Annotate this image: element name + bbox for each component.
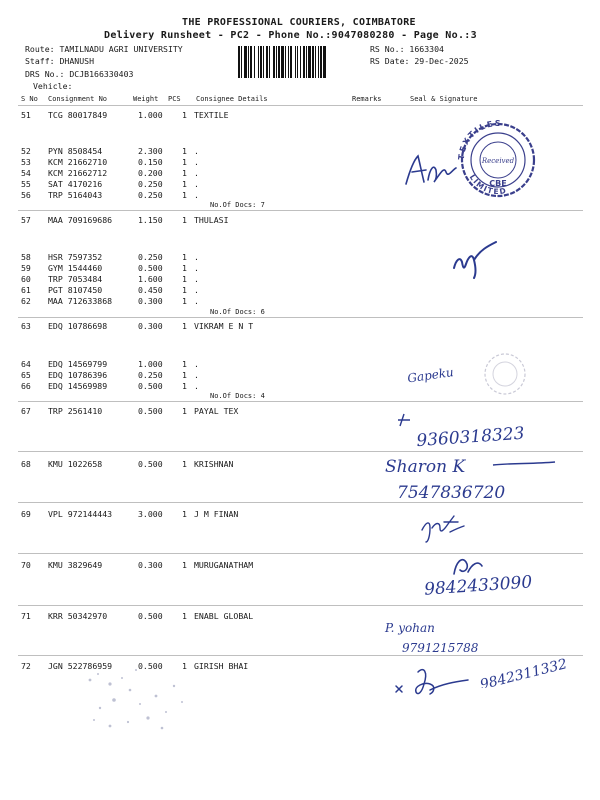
table-row — [0, 662, 600, 672]
weight: 0.150 — [138, 157, 163, 167]
sno: 64 — [21, 359, 31, 369]
consignee: . — [194, 252, 199, 262]
consignment-no: KCM 21662710 — [48, 157, 108, 167]
runsheet-title: Delivery Runsheet - PC2 - Phone No.:9047080280 - Page No.:3 — [104, 30, 477, 41]
seal-code: CBE — [489, 179, 507, 188]
pcs: 1 — [182, 406, 187, 416]
sno: 56 — [21, 190, 31, 200]
consignee: THULASI — [194, 215, 229, 225]
sno: 58 — [21, 252, 31, 262]
weight: 0.500 — [138, 381, 163, 391]
sno: 61 — [21, 285, 31, 295]
pcs: 1 — [182, 110, 187, 120]
weight: 0.500 — [138, 611, 163, 621]
consignee: . — [194, 296, 199, 306]
consignee: . — [194, 285, 199, 295]
sno: 57 — [21, 215, 31, 225]
consignment-no: KMU 1022658 — [48, 459, 103, 469]
consignment-no: MAA 712633868 — [48, 296, 113, 306]
consignee: VIKRAM E N T — [194, 321, 254, 331]
weight: 0.250 — [138, 190, 163, 200]
sno: 71 — [21, 611, 31, 621]
col-remarks: Remarks — [352, 95, 382, 103]
pcs: 1 — [182, 190, 187, 200]
table-row — [0, 382, 600, 392]
consignment-no: TRP 7053484 — [48, 274, 103, 284]
sno: 53 — [21, 157, 31, 167]
pcs: 1 — [182, 296, 187, 306]
pcs: 1 — [182, 560, 187, 570]
consignee: MURUGANATHAM — [194, 560, 254, 570]
seal-text-bottom: LIMITED — [467, 172, 508, 197]
weight: 1.600 — [138, 274, 163, 284]
sno: 51 — [21, 110, 31, 120]
svg-text:9360318323: 9360318323 — [415, 423, 526, 448]
consignment-no: EDQ 10786698 — [48, 321, 108, 331]
row-divider — [18, 317, 583, 318]
sno: 62 — [21, 296, 31, 306]
consignee: . — [194, 381, 199, 391]
handwritten-phone-row70 — [422, 566, 562, 600]
weight: 0.300 — [138, 560, 163, 570]
rs-number: RS No.: 1663304 — [370, 44, 444, 54]
table-row — [0, 216, 600, 226]
sno: 69 — [21, 509, 31, 519]
weight: 2.300 — [138, 146, 163, 156]
consignee: . — [194, 168, 199, 178]
table-row — [0, 407, 600, 417]
svg-text:7547836720: 7547836720 — [397, 483, 506, 503]
col-sno: S No — [21, 95, 38, 103]
doc-count: No.Of Docs: 6 — [210, 308, 265, 316]
consignment-no: TRP 2561410 — [48, 406, 103, 416]
consignee: . — [194, 370, 199, 380]
svg-text:Gapeku: Gapeku — [406, 365, 455, 386]
weight: 0.300 — [138, 296, 163, 306]
table-row — [0, 322, 600, 332]
row-divider — [18, 451, 583, 452]
consignment-no: KCM 21662712 — [48, 168, 108, 178]
sno: 68 — [21, 459, 31, 469]
barcode — [238, 46, 365, 78]
sno: 70 — [21, 560, 31, 570]
table-row — [0, 510, 600, 520]
weight: 0.450 — [138, 285, 163, 295]
weight: 0.300 — [138, 321, 163, 331]
consignment-no: EDQ 14569799 — [48, 359, 108, 369]
weight: 0.500 — [138, 661, 163, 671]
col-seal: Seal & Signature — [410, 95, 478, 103]
consignment-no: SAT 4170216 — [48, 179, 103, 189]
consignee: . — [194, 274, 199, 284]
consignment-no: KMU 3829649 — [48, 560, 103, 570]
sno: 67 — [21, 406, 31, 416]
sno: 60 — [21, 274, 31, 284]
table-row — [0, 264, 600, 274]
route-label: Route: TAMILNADU AGRI UNIVERSITY — [25, 44, 183, 54]
table-row — [0, 147, 600, 157]
sno: 52 — [21, 146, 31, 156]
table-row — [0, 360, 600, 370]
svg-text:Sharon K: Sharon K — [385, 457, 466, 477]
sno: 66 — [21, 381, 31, 391]
pcs: 1 — [182, 661, 187, 671]
consignment-no: TCG 80017849 — [48, 110, 108, 120]
handwritten-phone-row68 — [395, 478, 545, 504]
table-row — [0, 612, 600, 622]
table-row — [0, 169, 600, 179]
svg-text:9791215788: 9791215788 — [402, 641, 479, 655]
weight: 0.500 — [138, 406, 163, 416]
weight: 0.500 — [138, 459, 163, 469]
consignee: . — [194, 190, 199, 200]
pcs: 1 — [182, 252, 187, 262]
table-row — [0, 371, 600, 381]
sno: 63 — [21, 321, 31, 331]
staff-label: Staff: DHANUSH — [25, 56, 95, 66]
table-row — [0, 158, 600, 168]
row-divider — [18, 605, 583, 606]
table-row — [0, 180, 600, 190]
svg-text:P. yohan: P. yohan — [385, 621, 435, 635]
pcs: 1 — [182, 459, 187, 469]
weight: 0.200 — [138, 168, 163, 178]
pcs: 1 — [182, 168, 187, 178]
consignment-no: VPL 972144443 — [48, 509, 113, 519]
consignment-no: KRR 50342970 — [48, 611, 108, 621]
svg-text:9842433090: 9842433090 — [423, 572, 533, 600]
consignee: ENABL GLOBAL — [194, 611, 254, 621]
sno: 54 — [21, 168, 31, 178]
consignment-no: EDQ 10786396 — [48, 370, 108, 380]
row-divider — [18, 210, 583, 211]
pcs: 1 — [182, 509, 187, 519]
weight: 1.000 — [138, 359, 163, 369]
seal-received: Received — [481, 157, 515, 165]
consignment-no: HSR 7597352 — [48, 252, 103, 262]
consignment-no: EDQ 14569989 — [48, 381, 108, 391]
table-row — [0, 191, 600, 201]
consignment-no: GYM 1544460 — [48, 263, 103, 273]
col-consignee: Consignee Details — [196, 95, 268, 103]
pcs: 1 — [182, 321, 187, 331]
consignee: . — [194, 179, 199, 189]
consignment-no: MAA 709169686 — [48, 215, 113, 225]
ink-smudge — [70, 660, 200, 740]
consignment-no: PYN 8508454 — [48, 146, 103, 156]
svg-text:9842311332: 9842311332 — [478, 656, 569, 688]
consignment-no: TRP 5164043 — [48, 190, 103, 200]
row-divider — [18, 553, 583, 554]
col-pcs: PCS — [168, 95, 181, 103]
doc-count: No.Of Docs: 4 — [210, 392, 265, 400]
row-divider — [18, 655, 583, 656]
sno: 65 — [21, 370, 31, 380]
sno: 72 — [21, 661, 31, 671]
table-row — [0, 275, 600, 285]
row-divider — [18, 502, 583, 503]
weight: 0.250 — [138, 370, 163, 380]
pcs: 1 — [182, 157, 187, 167]
col-consignment: Consignment No — [48, 95, 108, 103]
table-row — [0, 561, 600, 571]
consignee: J M FINAN — [194, 509, 239, 519]
consignee: PAYAL TEX — [194, 406, 239, 416]
pcs: 1 — [182, 381, 187, 391]
pcs: 1 — [182, 274, 187, 284]
consignee: KRISHNAN — [194, 459, 234, 469]
pcs: 1 — [182, 215, 187, 225]
row-divider — [18, 401, 583, 402]
pcs: 1 — [182, 285, 187, 295]
doc-count: No.Of Docs: 7 — [210, 201, 265, 209]
weight: 3.000 — [138, 509, 163, 519]
table-row — [0, 460, 600, 470]
weight: 0.250 — [138, 179, 163, 189]
table-row — [0, 286, 600, 296]
table-row — [0, 253, 600, 263]
pcs: 1 — [182, 359, 187, 369]
consignee: . — [194, 146, 199, 156]
pcs: 1 — [182, 263, 187, 273]
sno: 55 — [21, 179, 31, 189]
consignee: TEXTILE — [194, 110, 229, 120]
consignment-no: PGT 8107450 — [48, 285, 103, 295]
consignee: GIRISH BHAI — [194, 661, 249, 671]
pcs: 1 — [182, 179, 187, 189]
header-rule — [18, 105, 583, 106]
col-weight: Weight — [133, 95, 159, 103]
company-name: THE PROFESSIONAL COURIERS, COIMBATORE — [182, 17, 416, 28]
sno: 59 — [21, 263, 31, 273]
pcs: 1 — [182, 146, 187, 156]
pcs: 1 — [182, 370, 187, 380]
seal-text-top: TEXTILES — [456, 118, 503, 161]
rs-date: RS Date: 29-Dec-2025 — [370, 56, 469, 66]
table-row — [0, 297, 600, 307]
consignment-no: JGN 522786959 — [48, 661, 113, 671]
consignee: . — [194, 263, 199, 273]
drs-number: DRS No.: DCJB166330403 — [25, 69, 134, 79]
consignee: . — [194, 157, 199, 167]
table-row — [0, 111, 600, 121]
weight: 0.500 — [138, 263, 163, 273]
weight: 1.000 — [138, 110, 163, 120]
pcs: 1 — [182, 611, 187, 621]
vehicle-label: Vehicle: — [33, 81, 73, 91]
consignee: . — [194, 359, 199, 369]
weight: 1.150 — [138, 215, 163, 225]
weight: 0.250 — [138, 252, 163, 262]
